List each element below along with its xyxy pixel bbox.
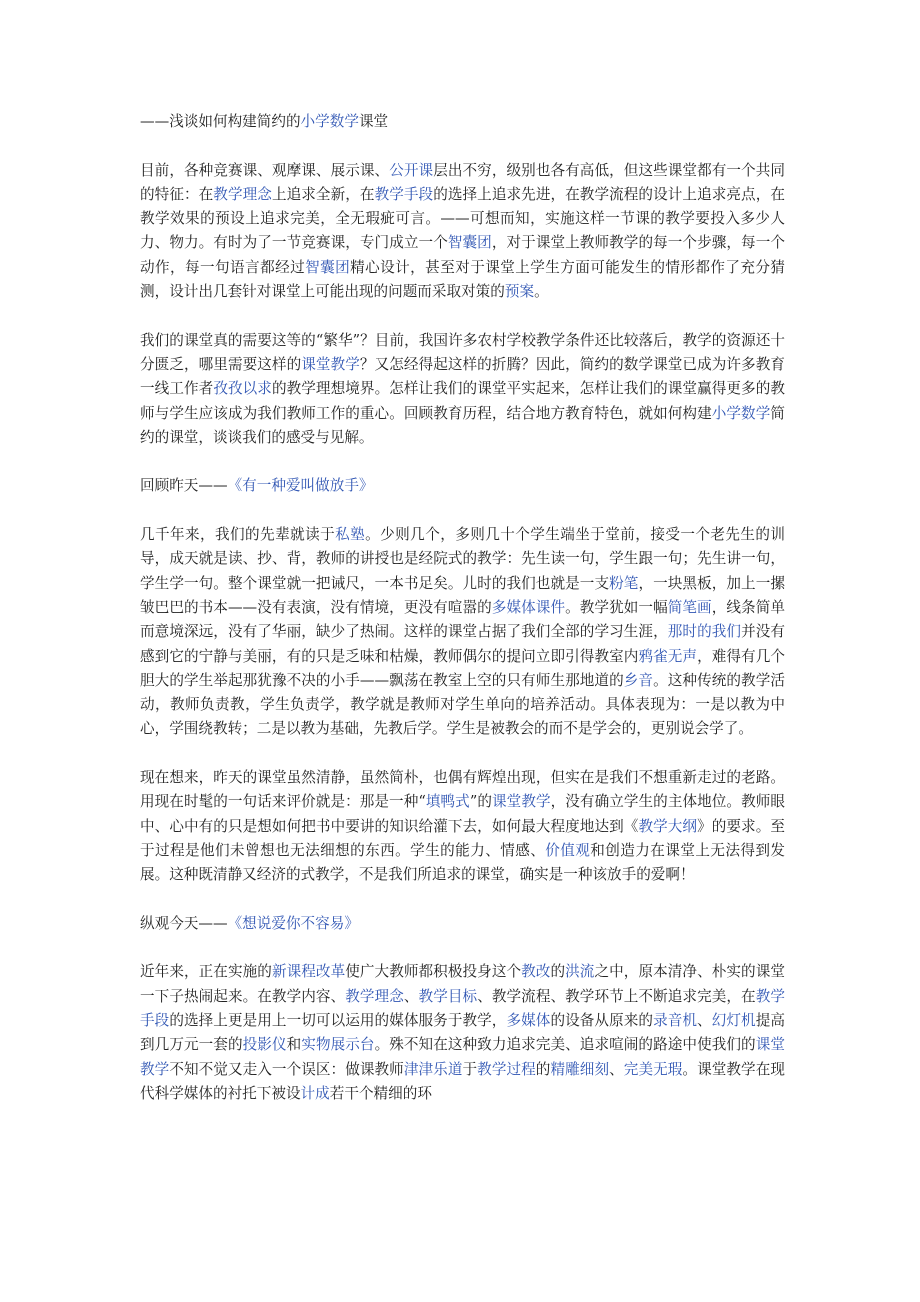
text-run: ，没有确立学生的主体地位。教师眼中、心中有的只是想如何把书中要讲的知识给灌下去，如何最大程度地达到《	[140, 793, 785, 835]
text-run: 我们的课堂真的需要这等的“繁华”？目前，我国许多农村学校教学条件还比较落后，教学的资源还十分匮乏，哪里需要这样的	[140, 331, 785, 373]
keyword-link[interactable]: 课堂教学	[140, 1036, 785, 1078]
keyword-link[interactable]: 精雕细刻	[550, 1060, 610, 1078]
keyword-link[interactable]: 那时的我们	[667, 623, 742, 641]
text-run: ”的	[469, 793, 493, 811]
keyword-link[interactable]: 录音机	[653, 1011, 698, 1029]
text-run: 之中，原本清净、朴实的课堂一下子热闹起来。在教学内容、	[140, 963, 785, 1005]
keyword-link[interactable]: 教学过程	[477, 1060, 536, 1078]
text-run: 。课堂教学在现代科学媒体的衬托下被设	[140, 1060, 785, 1102]
text-run: 、	[403, 987, 419, 1005]
keyword-link[interactable]: 课堂教学	[301, 355, 360, 373]
keyword-link[interactable]: 投影仪	[242, 1036, 287, 1054]
text-run: 课堂	[358, 113, 389, 130]
keyword-link[interactable]: 教学目标	[418, 987, 478, 1005]
keyword-link[interactable]: 计成	[300, 1084, 330, 1102]
keyword-link[interactable]: 教学理念	[345, 987, 404, 1005]
text-run: ，难得有几个胆大的学生举起那犹豫不决的小手——飘荡在教室上空的只有师生那地道的	[140, 647, 785, 689]
text-run: 、教学流程、教学环节上不断追求完美，在	[477, 987, 756, 1005]
text-run: 纵观今天——	[140, 914, 228, 932]
text-run: 》的要求。至于过程是他们未曾想也无法细想的东西。学生的能力、情感、	[140, 817, 785, 859]
text-run: ？又怎经得起这样的折腾？因此，简约的数学课堂已成为许多教育一线工作者	[140, 355, 785, 398]
text-run: 的设备从原来的	[550, 1011, 654, 1029]
text-run: 、	[609, 1060, 624, 1078]
keyword-link[interactable]: 私塾	[335, 526, 366, 544]
section-heading-yesterday	[140, 474, 785, 498]
article	[140, 110, 785, 1130]
keyword-link[interactable]: 教改	[521, 963, 551, 981]
text-run: 的	[535, 1060, 551, 1078]
keyword-link[interactable]: 洪流	[565, 963, 595, 981]
keyword-link[interactable]: 完美无瑕	[623, 1060, 683, 1078]
text-run: 提高到几万元一套的	[140, 1011, 785, 1054]
text-run: 简约的课堂，谈谈我们的感受与见解。	[140, 404, 785, 446]
text-run: ，对于课堂上教师教学的每一个步骤，每一个动作，每一句语言都经过	[140, 234, 785, 276]
text-run: 。教学犹如一幅	[565, 598, 668, 616]
text-run: 的	[550, 963, 566, 981]
text-run: 。	[534, 283, 549, 301]
keyword-link[interactable]: 预案	[504, 283, 535, 301]
paragraph-2	[140, 329, 785, 450]
text-run: ，一块黑板，加上一摞皱巴巴的书本——没有表演，没有情境，更没有喧嚣的	[140, 574, 785, 616]
keyword-link[interactable]: 填鸭式	[425, 793, 470, 811]
text-run: 回顾昨天——	[140, 477, 228, 495]
keyword-link[interactable]: 多媒体	[506, 1011, 551, 1029]
keyword-link[interactable]: 智囊团	[305, 258, 351, 276]
text-run: 的教学理想境界。怎样让我们的课堂平实起来，怎样让我们的课堂赢得更多的教师与学生应该成为我们教师工作的重心。回顾教育历程，结合地方教育特色，就如何构建	[140, 380, 785, 422]
keyword-link[interactable]: 鸦雀无声	[638, 647, 698, 665]
keyword-link[interactable]: 小学数学	[711, 404, 771, 422]
keyword-link[interactable]: 多媒体课件	[491, 598, 566, 616]
text-run: 现在想来，昨天的课堂虽然清静，虽然简朴，也偶有辉煌出现，但实在是我们不想重新走过的老路。用现在时髦的一句话来评价就是：那是一种“	[140, 769, 785, 811]
text-run: 精心设计，甚至对于课堂上学生方面可能发生的情形都作了充分猜测，设计出几套针对课堂上可能出现的问题而采取对策的	[140, 258, 785, 301]
paragraph-3	[140, 523, 785, 742]
text-run: 层出不穷，级别也各有高低，但这些课堂都有一个共同的特征：在	[140, 161, 785, 203]
keyword-link[interactable]: 教学手段	[374, 185, 434, 203]
text-run: 近年来，正在实施的	[140, 963, 272, 981]
text-run: 和	[286, 1036, 302, 1054]
keyword-link[interactable]: 粉笔	[609, 574, 639, 592]
section-heading-today	[140, 912, 785, 936]
keyword-link[interactable]: 《有一种爱叫做放手》	[227, 477, 374, 495]
keyword-link[interactable]: 小学数学	[300, 113, 359, 130]
paragraph-5	[140, 960, 785, 1106]
keyword-link[interactable]: 幻灯机	[711, 1011, 756, 1029]
keyword-link[interactable]: 实物展示台	[301, 1036, 375, 1054]
text-run: 使广大教师都积极投身这个	[345, 963, 522, 981]
text-run: 。少则几个，多则几十个学生端坐于堂前，接受一个老先生的训导，成天就是读、抄、背，教师的讲授也是经院式的教学：先生读一句，学生跟一句；先生讲一句，学生学一句。整个课堂就一把诫尺，一本书足矣。儿时的我们也就是一支	[140, 526, 785, 592]
text-run: 并没有感到它的宁静与美丽，有的只是乏味和枯燥，教师偶尔的提问立即引得教室内	[140, 623, 785, 665]
keyword-link[interactable]: 价值观	[545, 841, 591, 859]
keyword-link[interactable]: 教学大纲	[638, 817, 698, 835]
keyword-link[interactable]: 智囊团	[447, 234, 492, 252]
text-run: 。这种传统的教学活动，教师负责教，学生负责学，教学就是教师对学生单向的培养活动。具体表现为：一是以教为中心，学围绕教转；二是以教为基础，先教后学。学生是被教会的而不是学会的，更别说会学了。	[140, 671, 785, 738]
text-run: ——浅谈如何构建简约的	[140, 113, 301, 130]
text-run: 几千年来，我们的先辈就读于	[140, 526, 336, 544]
text-run: ，线条简单而意境深远，没有了华丽，缺少了热闹。这样的课堂占据了我们全部的学习生涯，	[140, 598, 785, 641]
text-run: 、	[697, 1011, 712, 1029]
keyword-link[interactable]: 简笔画	[667, 598, 712, 616]
text-run: 的选择上追求先进，在教学流程的设计上追求亮点，在教学效果的预设上追求完美，全无瑕疵可言。——可想而知，实施这样一节课的教学要投入多少人力、物力。有时为了一节竞赛课，专门成立一个	[140, 185, 785, 252]
text-run: 目前，各种竞赛课、观摩课、展示课、	[140, 161, 390, 179]
keyword-link[interactable]: 教学手段	[140, 987, 785, 1029]
text-run: 不知不觉又走入一个误区：做课教师	[169, 1060, 404, 1078]
keyword-link[interactable]: 乡音	[623, 671, 654, 689]
keyword-link[interactable]: 新课程改革	[271, 963, 346, 981]
keyword-link[interactable]: 津津乐道	[403, 1060, 463, 1078]
keyword-link[interactable]: 课堂教学	[492, 793, 551, 811]
paragraph-4	[140, 766, 785, 887]
text-run: 于	[462, 1060, 478, 1078]
paragraph-1	[140, 159, 785, 305]
keyword-link[interactable]: 公开课	[389, 161, 434, 179]
text-run: 的选择上更是用上一切可以运用的媒体服务于教学，	[169, 1011, 507, 1029]
text-run: 上追求全新，在	[271, 185, 375, 203]
keyword-link[interactable]: 教学理念	[213, 185, 272, 203]
keyword-link[interactable]: 孜孜以求	[213, 380, 272, 398]
keyword-link[interactable]: 《想说爱你不容易》	[227, 914, 359, 932]
text-run: 。殊不知在这种致力追求完美、追求喧闹的路途中使我们的	[374, 1036, 756, 1054]
article-subtitle	[140, 110, 785, 134]
text-run: 若干个精细的环	[329, 1084, 432, 1102]
text-run: 和创造力在课堂上无法得到发展。这种既清静又经济的式教学，不是我们所追求的课堂，确实是一种该放手的爱啊！	[140, 841, 785, 884]
